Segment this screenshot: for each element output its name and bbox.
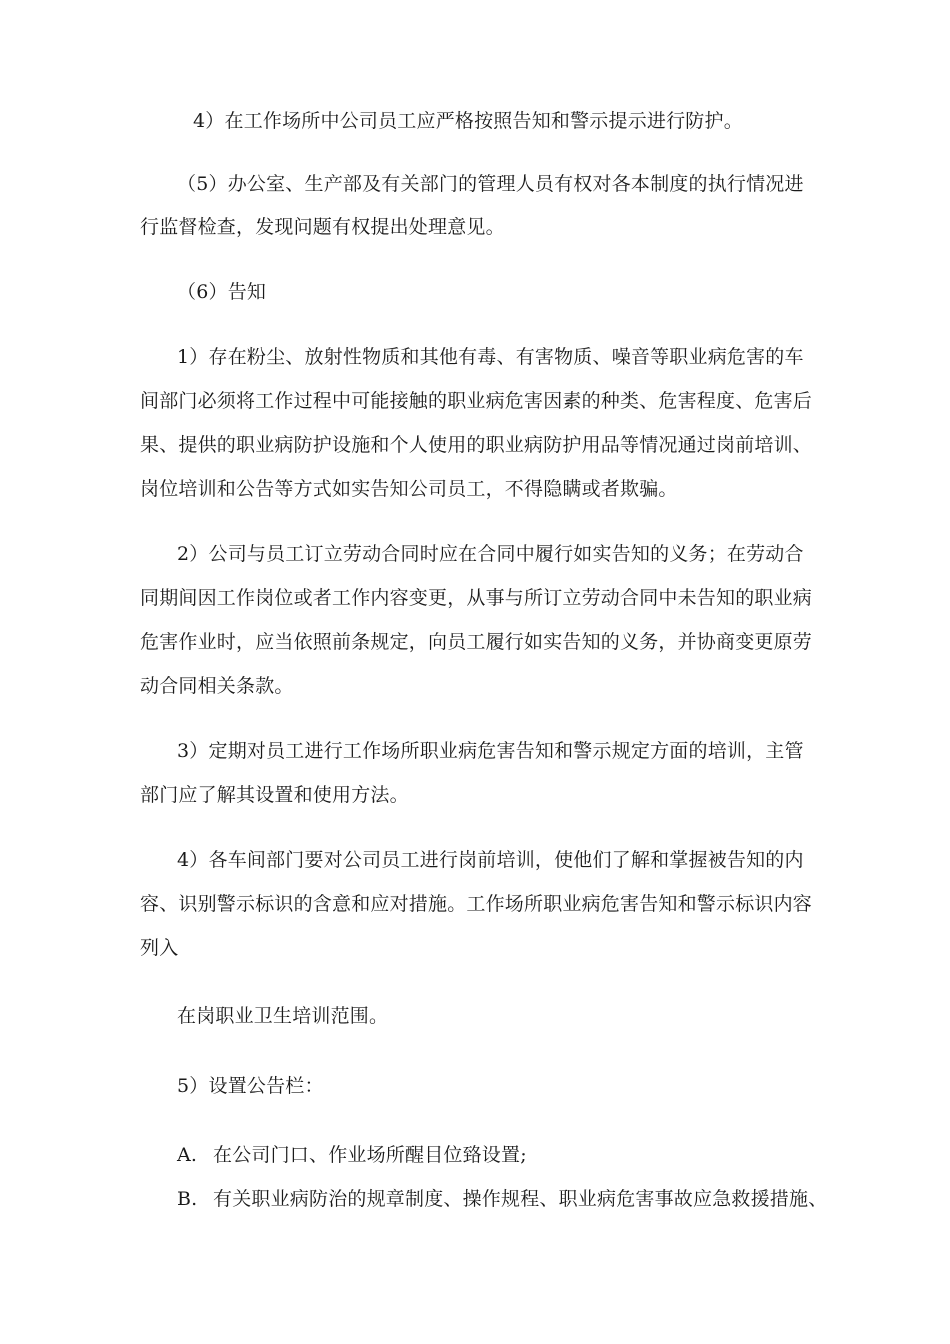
- list-item-text: 有关职业病防治的规章制度、操作规程、职业病危害事故应急救援措施、: [213, 1188, 828, 1210]
- paragraph-line: （5）办公室、生产部及有关部门的管理人员有权对各本制度的执行情况进: [177, 173, 804, 195]
- paragraph-line: 行监督检查，发现问题有权提出处理意见。: [140, 216, 505, 238]
- paragraph-line: 列入: [140, 937, 179, 959]
- paragraph-line: 4）各车间部门要对公司员工进行岗前培训，使他们了解和掌握被告知的内: [177, 849, 804, 871]
- paragraph-line: 1）存在粉尘、放射性物质和其他有毒、有害物质、噪音等职业病危害的车: [177, 346, 804, 368]
- paragraph-line: 2）公司与员工订立劳动合同时应在合同中履行如实告知的义务；在劳动合: [177, 543, 804, 565]
- paragraph-line: 3）定期对员工进行工作场所职业病危害告知和警示规定方面的培训，主管: [177, 740, 804, 762]
- paragraph-line: 部门应了解其设置和使用方法。: [140, 784, 409, 806]
- section-heading: （6）告知: [177, 281, 267, 303]
- paragraph-line: 危害作业时，应当依照前条规定，向员工履行如实告知的义务，并协商变更原劳: [140, 631, 813, 653]
- list-item-label: B.: [177, 1188, 198, 1210]
- paragraph-line: 5）设置公告栏：: [177, 1075, 324, 1097]
- paragraph-line: 同期间因工作岗位或者工作内容变更，从事与所订立劳动合同中未告知的职业病: [140, 587, 813, 609]
- paragraph-line: 动合同相关条款。: [140, 675, 294, 697]
- list-item: [177, 1187, 827, 1211]
- paragraph-line: 间部门必须将工作过程中可能接触的职业病危害因素的种类、危害程度、危害后: [140, 390, 813, 412]
- list-item: [177, 1143, 527, 1167]
- paragraph-line: 果、提供的职业病防护设施和个人使用的职业病防护用品等情况通过岗前培训、: [140, 434, 813, 456]
- paragraph-line: 在岗职业卫生培训范围。: [177, 1005, 389, 1027]
- paragraph-line: 4）在工作场所中公司员工应严格按照告知和警示提示进行防护。: [193, 110, 743, 132]
- paragraph-line: 岗位培训和公告等方式如实告知公司员工，不得隐瞒或者欺骗。: [140, 478, 678, 500]
- paragraph-line: 容、识别警示标识的含意和应对措施。工作场所职业病危害告知和警示标识内容: [140, 893, 813, 915]
- list-item-label: A.: [177, 1144, 198, 1166]
- list-item-text: 在公司门口、作业场所醒目位臵设置;: [213, 1144, 527, 1166]
